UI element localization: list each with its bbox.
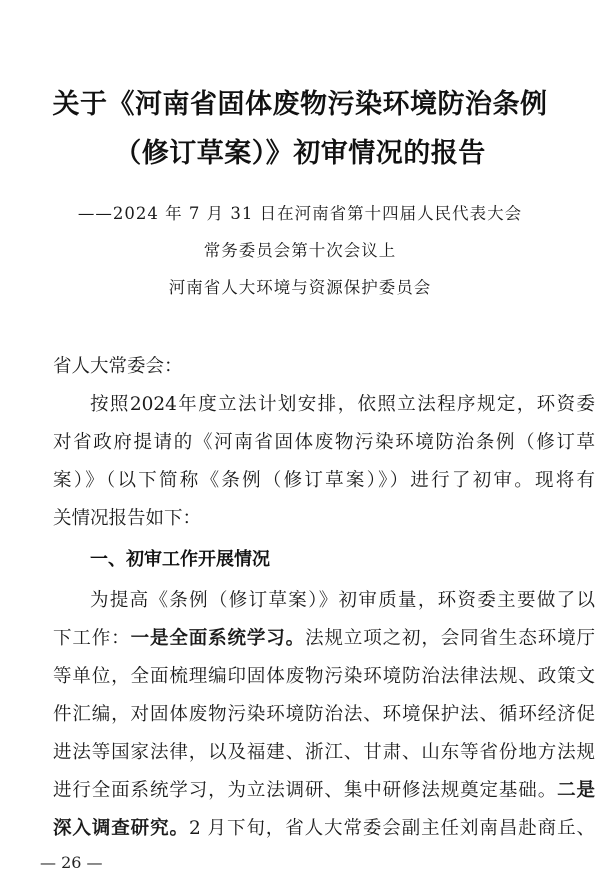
paragraph-2-line-3: 等单位，全面梳理编印固体废物污染环境防治法律法规、政策文: [53, 666, 595, 687]
point-2-heading-start: 二是: [557, 780, 595, 801]
subtitle-line-2: 常务委员会第十次会议上: [203, 241, 397, 260]
document-title-line-1: 关于《河南省固体废物污染环境防治条例: [52, 89, 548, 120]
paragraph-1-line-3: 案）》（以下简称《条例（修订草案）》）进行了初审。现将有: [53, 470, 595, 491]
page-number: — 26 —: [40, 853, 103, 872]
point-2-heading-end: 深入调查研究。: [53, 818, 189, 839]
paragraph-1-line-1: 按照2024年度立法计划安排，依照立法程序规定，环资委: [90, 394, 595, 415]
paragraph-2-line-2-text-a: 下工作：: [53, 628, 131, 649]
section-heading-1: 一、初审工作开展情况: [90, 549, 270, 570]
salutation: 省人大常委会：: [53, 356, 183, 377]
point-1-heading: 一是全面系统学习。: [130, 628, 306, 649]
paragraph-2-line-7: [53, 815, 595, 843]
paragraph-1-line-2: 对省政府提请的《河南省固体废物污染环境防治条例（修订草: [53, 432, 595, 453]
paragraph-2-line-4: 件汇编，对固体废物污染环境防治法、环境保护法、循环经济促: [53, 704, 595, 725]
paragraph-2-line-6-text: 进行全面系统学习，为立法调研、集中研修法规奠定基础。: [53, 780, 558, 801]
paragraph-2-line-7-text: 2 月下旬，省人大常委会副主任刘南昌赴商丘、: [188, 818, 595, 839]
paragraph-2-line-2-text-b: 法规立项之初，会同省生态环境厅: [305, 628, 595, 649]
paragraph-2-line-6: [53, 777, 595, 805]
paragraph-2-line-5: 进法等国家法律，以及福建、浙江、甘肃、山东等省份地方法规: [53, 742, 595, 763]
paragraph-2-line-1: 为提高《条例（修订草案）》初审质量，环资委主要做了以: [90, 590, 595, 611]
subtitle-line-3: 河南省人大环境与资源保护委员会: [168, 278, 432, 297]
subtitle-line-1: ——2024 年 7 月 31 日在河南省第十四届人民代表大会: [77, 204, 523, 223]
paragraph-2-line-2: [53, 625, 595, 653]
document-title-line-2: （修订草案）》初审情况的报告: [114, 138, 486, 169]
paragraph-1-line-4: 关情况报告如下：: [53, 508, 202, 529]
